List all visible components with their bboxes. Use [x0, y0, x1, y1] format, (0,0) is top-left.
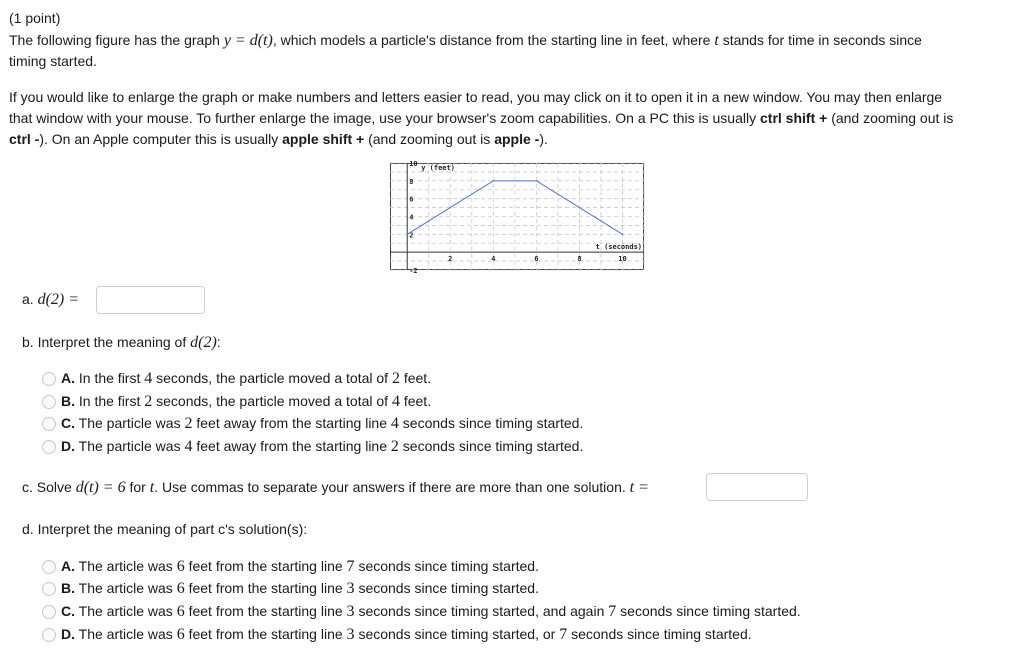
data-point: [493, 180, 495, 182]
help-line2: that window with your mouse. To further enlarge the image, use your browser's zoom capabilities. On a PC this is usually ctrl shift + (and zooming out is: [9, 110, 954, 126]
help-line1: If you would like to enlarge the graph or make numbers and letters easier to read, you may click on it to open it in a new window. You may then enlarge: [9, 89, 943, 105]
points-label: (1 point): [9, 10, 61, 26]
qd-choice-c[interactable]: C. The article was 6 feet from the starting line 3 seconds since timing started, and again 7 seconds since timing started.: [61, 603, 801, 620]
qb-choice-c[interactable]: C. The particle was 2 feet away from the starting line 4 seconds since timing started.: [61, 415, 584, 432]
y-tick-label: 6: [409, 195, 414, 204]
intro-text-line2: timing started.: [9, 53, 97, 69]
intro-math: y = d(t): [223, 32, 273, 49]
help-line3: ctrl -). On an Apple computer this is usually apple shift + (and zooming out is apple -).: [9, 131, 548, 147]
x-axis-label: t (seconds): [595, 243, 642, 252]
y-tick-label: 2: [409, 231, 414, 240]
y-axis-label: y (feet): [421, 164, 455, 172]
x-tick-label: 2: [448, 255, 453, 264]
qb-choice-b[interactable]: B. In the first 2 seconds, the particle moved a total of 4 feet.: [61, 393, 432, 410]
intro-text: The following figure has the graph y = d(t), which models a particle's distance from the starting line in feet, where t stands for time in seconds since: [9, 32, 922, 49]
x-tick-label: 10: [618, 255, 627, 264]
question-a: a. d(2) =: [22, 291, 80, 308]
qd-choice-d[interactable]: D. The article was 6 feet from the starting line 3 seconds since timing started, or 7 seconds since timing started.: [61, 626, 752, 643]
x-tick-label: 6: [534, 255, 539, 264]
qd-choice-b[interactable]: B. The article was 6 feet from the starting line 3 seconds since timing started.: [61, 580, 539, 597]
y-tick-label: 8: [409, 177, 414, 186]
question-d: d. Interpret the meaning of part c's solution(s):: [22, 521, 308, 537]
y-tick-label: 10: [409, 160, 418, 168]
data-point: [536, 180, 538, 182]
distance-graph[interactable]: [390, 160, 644, 275]
qb-choice-d[interactable]: D. The particle was 4 feet away from the starting line 2 seconds since timing started.: [61, 438, 584, 455]
x-tick-label: 8: [577, 255, 582, 264]
data-point: [406, 234, 408, 236]
data-point: [622, 234, 624, 236]
answer-c-input[interactable]: [706, 473, 808, 501]
qb-choice-a[interactable]: A. In the first 4 seconds, the particle moved a total of 2 feet.: [61, 370, 432, 387]
x-tick-label: 4: [491, 255, 496, 264]
qd-choice-a[interactable]: A. The article was 6 feet from the starting line 7 seconds since timing started.: [61, 558, 539, 575]
question-c: c. Solve d(t) = 6 for t. Use commas to separate your answers if there are more than one solution. t =: [22, 479, 649, 496]
graph-figure[interactable]: [390, 160, 644, 275]
question-b: b. Interpret the meaning of d(2):: [22, 334, 221, 351]
y-tick-label: -2: [409, 267, 418, 275]
y-tick-label: 4: [409, 213, 414, 222]
answer-a-input[interactable]: [96, 286, 205, 314]
